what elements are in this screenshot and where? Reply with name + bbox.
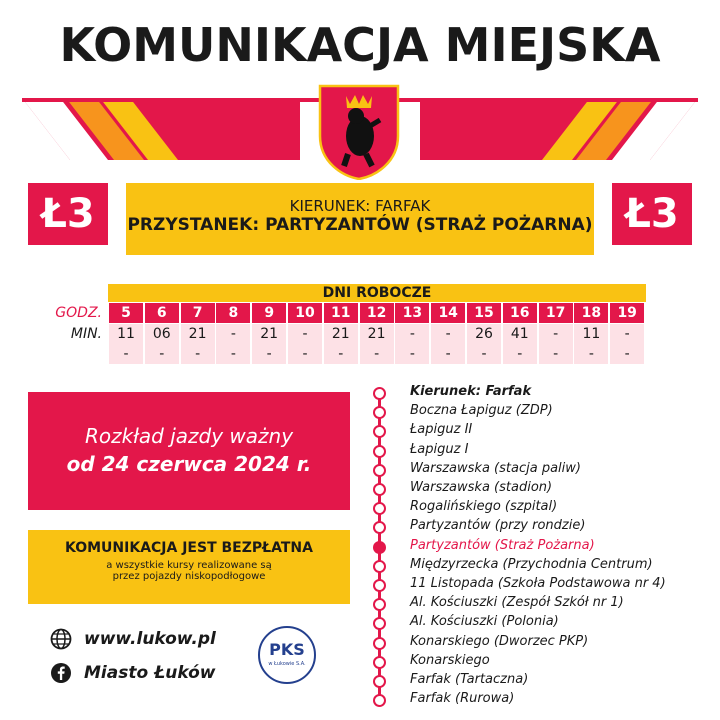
hour-cell: 16 <box>503 303 537 323</box>
free-transport-box <box>28 530 350 604</box>
minute-cell: - <box>145 344 179 364</box>
minute-cell: - <box>610 324 644 344</box>
minute-cell: - <box>216 324 250 344</box>
hour-cell: 19 <box>610 303 644 323</box>
route-start-dot <box>373 387 386 400</box>
direction-label: KIERUNEK: FARFAK <box>289 197 431 215</box>
minute-cell: - <box>360 344 394 364</box>
stop-dot <box>373 579 386 592</box>
minute-cell: - <box>109 344 143 364</box>
stop-dot <box>373 483 386 496</box>
line-badge-right: Ł3 <box>612 183 692 245</box>
website-link[interactable]: www.lukow.pl <box>84 629 216 649</box>
route-stop: Warszawska (stacja paliw) <box>410 460 581 476</box>
stop-dot <box>373 617 386 630</box>
validity-date: od 24 czerwca 2024 r. <box>66 452 312 476</box>
hour-cell: 8 <box>216 303 250 323</box>
stop-dot <box>373 694 386 707</box>
globe-icon <box>50 628 72 650</box>
minute-cell: - <box>288 344 322 364</box>
route-stop: Farfak (Tartaczna) <box>410 672 529 687</box>
hour-cell: 9 <box>252 303 286 323</box>
facebook-icon <box>50 662 72 684</box>
website-contact <box>50 628 216 650</box>
route-stop: Partyzantów (przy rondzie) <box>410 518 586 534</box>
stop-dot <box>373 560 386 573</box>
stop-dot <box>373 425 386 438</box>
free-line2: przez pojazdy niskopodłogowe <box>112 571 266 582</box>
stop-dot <box>373 637 386 650</box>
hours-label: GODZ. <box>55 305 102 321</box>
route-stop: Al. Kościuszki (Zespół Szkół nr 1) <box>410 595 624 611</box>
minute-cell: - <box>539 344 573 364</box>
minute-cell: 11 <box>109 324 143 344</box>
route-stop: Konarskiego <box>410 652 490 668</box>
route-stop: Rogalińskiego (szpital) <box>410 499 558 515</box>
stop-dot <box>373 445 386 458</box>
minute-cell: 21 <box>324 324 358 344</box>
minute-cell: 06 <box>145 324 179 344</box>
stop-label: PRZYSTANEK: PARTYZANTÓW (STRAŻ POŻARNA) <box>127 215 593 235</box>
minute-cell: 21 <box>360 324 394 344</box>
route-stop: Farfak (Rurowa) <box>410 691 515 707</box>
route-stop: Łapiguz I <box>410 441 469 457</box>
facebook-contact <box>50 662 215 684</box>
hour-cell: 11 <box>324 303 358 323</box>
hour-cell: 18 <box>574 303 608 323</box>
route-stop: Międzyrzecka (Przychodnia Centrum) <box>410 556 653 572</box>
route-heading: Kierunek: Farfak <box>410 384 532 399</box>
minute-cell: 21 <box>181 324 215 344</box>
operator-logo <box>258 626 316 684</box>
free-title: KOMUNIKACJA JEST BEZPŁATNA <box>65 540 313 556</box>
validity-box <box>28 392 350 510</box>
hour-cell: 6 <box>145 303 179 323</box>
minute-cell: 11 <box>574 324 608 344</box>
route-stop: 11 Listopada (Szkoła Podstawowa nr 4) <box>410 576 666 591</box>
stop-dot <box>373 598 386 611</box>
minute-cell: - <box>574 344 608 364</box>
minute-cell: 26 <box>467 324 501 344</box>
operator-logo-text: PKS <box>269 640 305 659</box>
stop-dot <box>373 406 386 419</box>
route-stop: Warszawska (stadion) <box>410 480 553 495</box>
minute-cell: - <box>252 344 286 364</box>
minutes-label: MIN. <box>70 326 102 342</box>
route-stop: Łapiguz II <box>410 422 473 438</box>
hour-cell: 12 <box>360 303 394 323</box>
minute-cell: 41 <box>503 324 537 344</box>
route-stop: Al. Kościuszki (Polonia) <box>410 614 559 630</box>
minute-cell: - <box>503 344 537 364</box>
operator-logo-sub: w Łukowie S.A. <box>268 661 306 667</box>
facebook-link[interactable]: Miasto Łuków <box>84 663 216 683</box>
minute-cell: - <box>181 344 215 364</box>
hour-cell: 10 <box>288 303 322 323</box>
hour-cell: 17 <box>539 303 573 323</box>
free-line1: a wszystkie kursy realizowane są <box>106 560 272 571</box>
stop-dot <box>373 502 386 515</box>
line-badge-left: Ł3 <box>28 183 108 245</box>
direction-box <box>126 183 594 255</box>
hour-cell: 13 <box>395 303 429 323</box>
minute-cell: - <box>431 344 465 364</box>
hour-cell: 15 <box>467 303 501 323</box>
validity-line1: Rozkład jazdy ważny <box>84 424 294 448</box>
minute-cell: - <box>324 344 358 364</box>
route-stop: Konarskiego (Dworzec PKP) <box>410 633 589 649</box>
minute-cell: - <box>539 324 573 344</box>
minute-cell: 21 <box>252 324 286 344</box>
minute-cell: - <box>467 344 501 364</box>
hour-cell: 7 <box>181 303 215 323</box>
minute-cell: - <box>431 324 465 344</box>
stop-dot <box>373 675 386 688</box>
stop-dot <box>373 521 386 534</box>
hour-cell: 14 <box>431 303 465 323</box>
current-stop-dot <box>373 541 386 554</box>
page-title: KOMUNIKACJA MIEJSKA <box>59 18 661 72</box>
timetable-heading: DNI ROBOCZE <box>108 284 646 302</box>
stop-dot <box>373 656 386 669</box>
minute-cell: - <box>395 344 429 364</box>
route-stop: Boczna Łapiguz (ZDP) <box>410 403 553 419</box>
minute-cell: - <box>216 344 250 364</box>
coat-of-arms <box>318 84 400 180</box>
minute-cell: - <box>288 324 322 344</box>
minute-cell: - <box>395 324 429 344</box>
minute-cell: - <box>610 344 644 364</box>
stop-dot <box>373 464 386 477</box>
current-stop: Partyzantów (Straż Pożarna) <box>410 537 595 553</box>
hour-cell: 5 <box>109 303 143 323</box>
